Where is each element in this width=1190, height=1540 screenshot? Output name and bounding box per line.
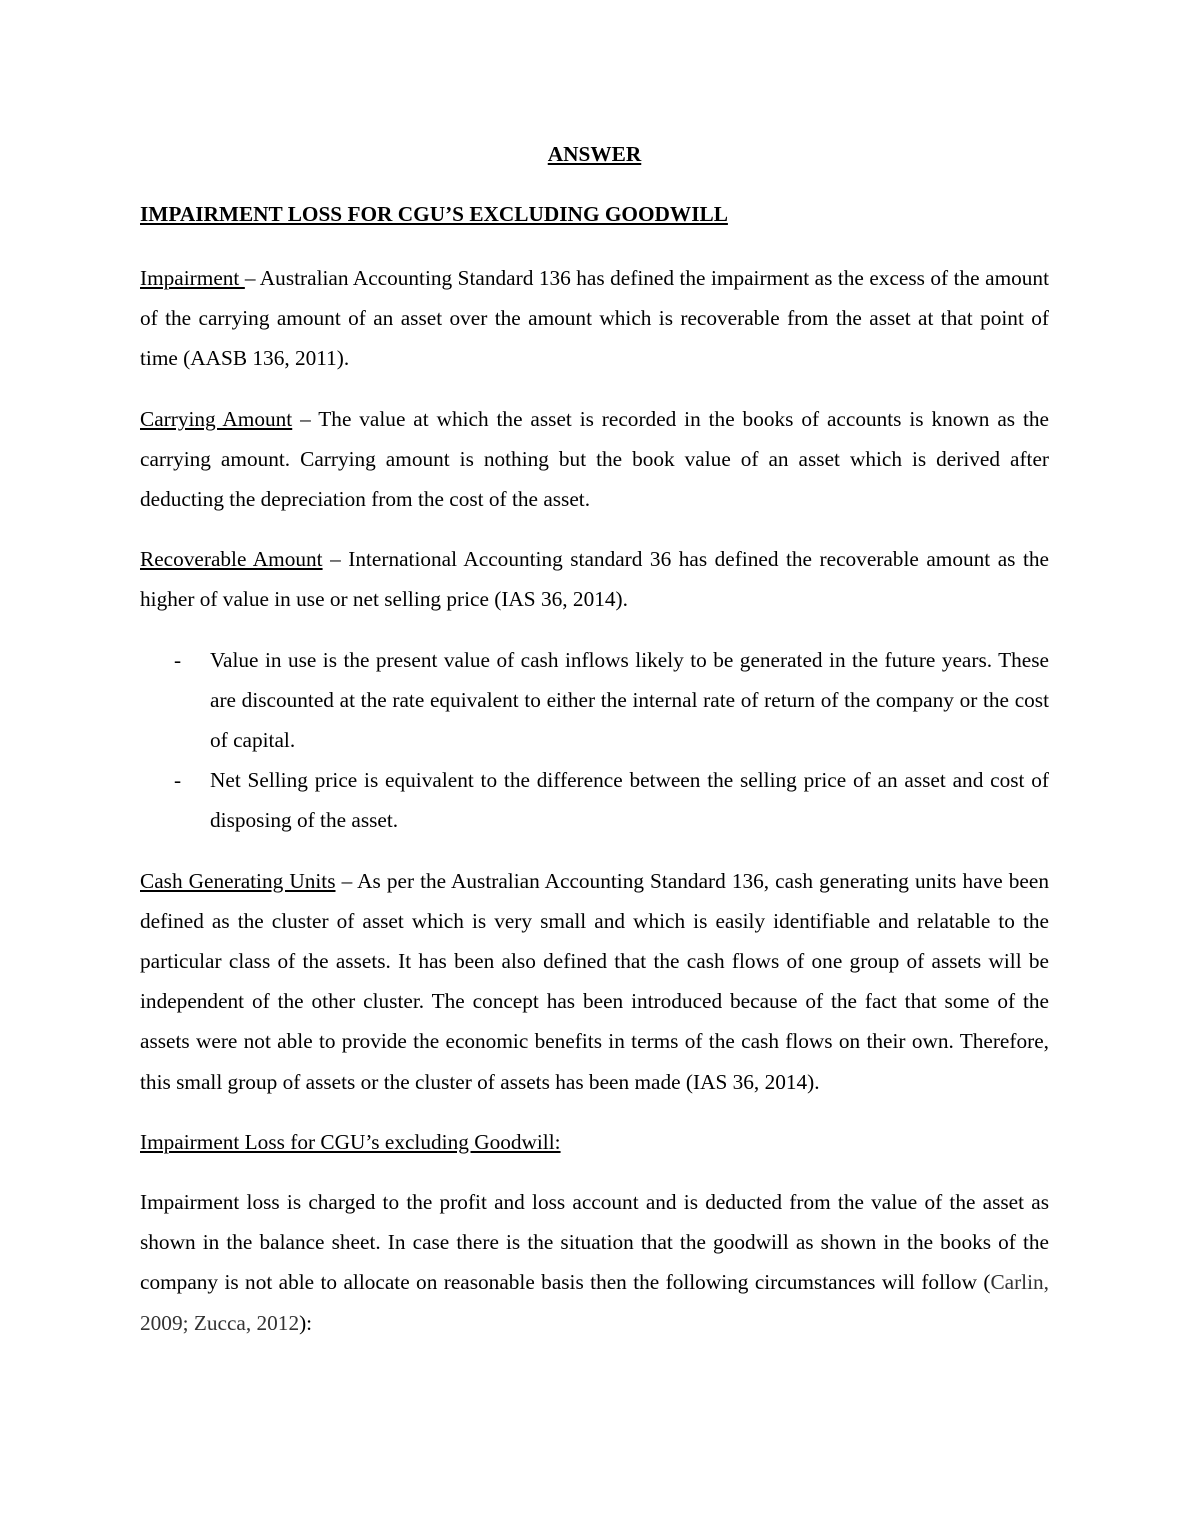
- subheading-text: Impairment Loss for CGU’s excluding Goodwill:: [140, 1129, 561, 1154]
- definition: – As per the Australian Accounting Standard 136, cash generating units have been defined as the cluster of asset which is very small and which is easily identifiable and relatable to the particular class of the assets. It has been also defined that the cash flows of one group of assets will be independent of the other cluster. The concept has been introduced because of the fact that some of the assets were not able to provide the economic benefits in terms of the cash flows on their own. Therefore, this small group of assets or the cluster of assets has been made (IAS 36, 2014).: [140, 868, 1049, 1094]
- body-text: Impairment loss is charged to the profit and loss account and is deducted from the value of the asset as shown in the balance sheet. In case there is the situation that the goodwill as shown in the books of the company is not able to allocate on reasonable basis then the following circumstances will follow (: [140, 1190, 1049, 1295]
- paragraph-recoverable-amount: [140, 539, 1049, 619]
- dash-bullet: -: [174, 768, 182, 793]
- paragraph-cgu: [140, 861, 1049, 1102]
- dash-bullet: -: [174, 647, 182, 672]
- paragraph-impairment: [140, 258, 1049, 379]
- subheading: [140, 1122, 1049, 1162]
- bullet-list: [140, 640, 1049, 841]
- term: Carrying Amount: [140, 406, 293, 431]
- list-item-text: Net Selling price is equivalent to the difference between the selling price of an asset and cost of disposing of the asset.: [210, 768, 1049, 833]
- list-item-text: Value in use is the present value of cash inflows likely to be generated in the future years. These are discounted at the rate equivalent to either the internal rate of return of the company or the cost of capital.: [210, 647, 1049, 753]
- paragraph-carrying-amount: [140, 399, 1049, 520]
- body-text-end: ):: [299, 1310, 313, 1335]
- list-item: [140, 760, 1049, 840]
- definition: – International Accounting standard 36 has defined the recoverable amount as the higher of value in use or net selling price (IAS 36, 2014).: [140, 547, 1050, 612]
- definition: – The value at which the asset is recorded in the books of accounts is known as the carrying amount. Carrying amount is nothing but the book value of an asset which is derived after deducting the depreciation from the cost of the asset.: [140, 406, 1049, 512]
- section-heading: IMPAIRMENT LOSS FOR CGU’S EXCLUDING GOODWILL: [140, 202, 728, 226]
- paragraph-impairment-loss: [140, 1182, 1049, 1343]
- term: Recoverable Amount: [140, 547, 323, 572]
- list-item: [140, 640, 1049, 761]
- document-page: [140, 138, 1049, 1363]
- term: Impairment: [140, 266, 245, 290]
- citation: Carlin, 2009; Zucca, 2012: [140, 1270, 1049, 1335]
- definition: – Australian Accounting Standard 136 has defined the impairment as the excess of the amount of the carrying amount of an asset over the amount which is recoverable from the asset at that point of time (AASB 136, 2011).: [140, 266, 1049, 371]
- document-title: ANSWER: [547, 142, 642, 166]
- term: Cash Generating Units: [140, 868, 336, 893]
